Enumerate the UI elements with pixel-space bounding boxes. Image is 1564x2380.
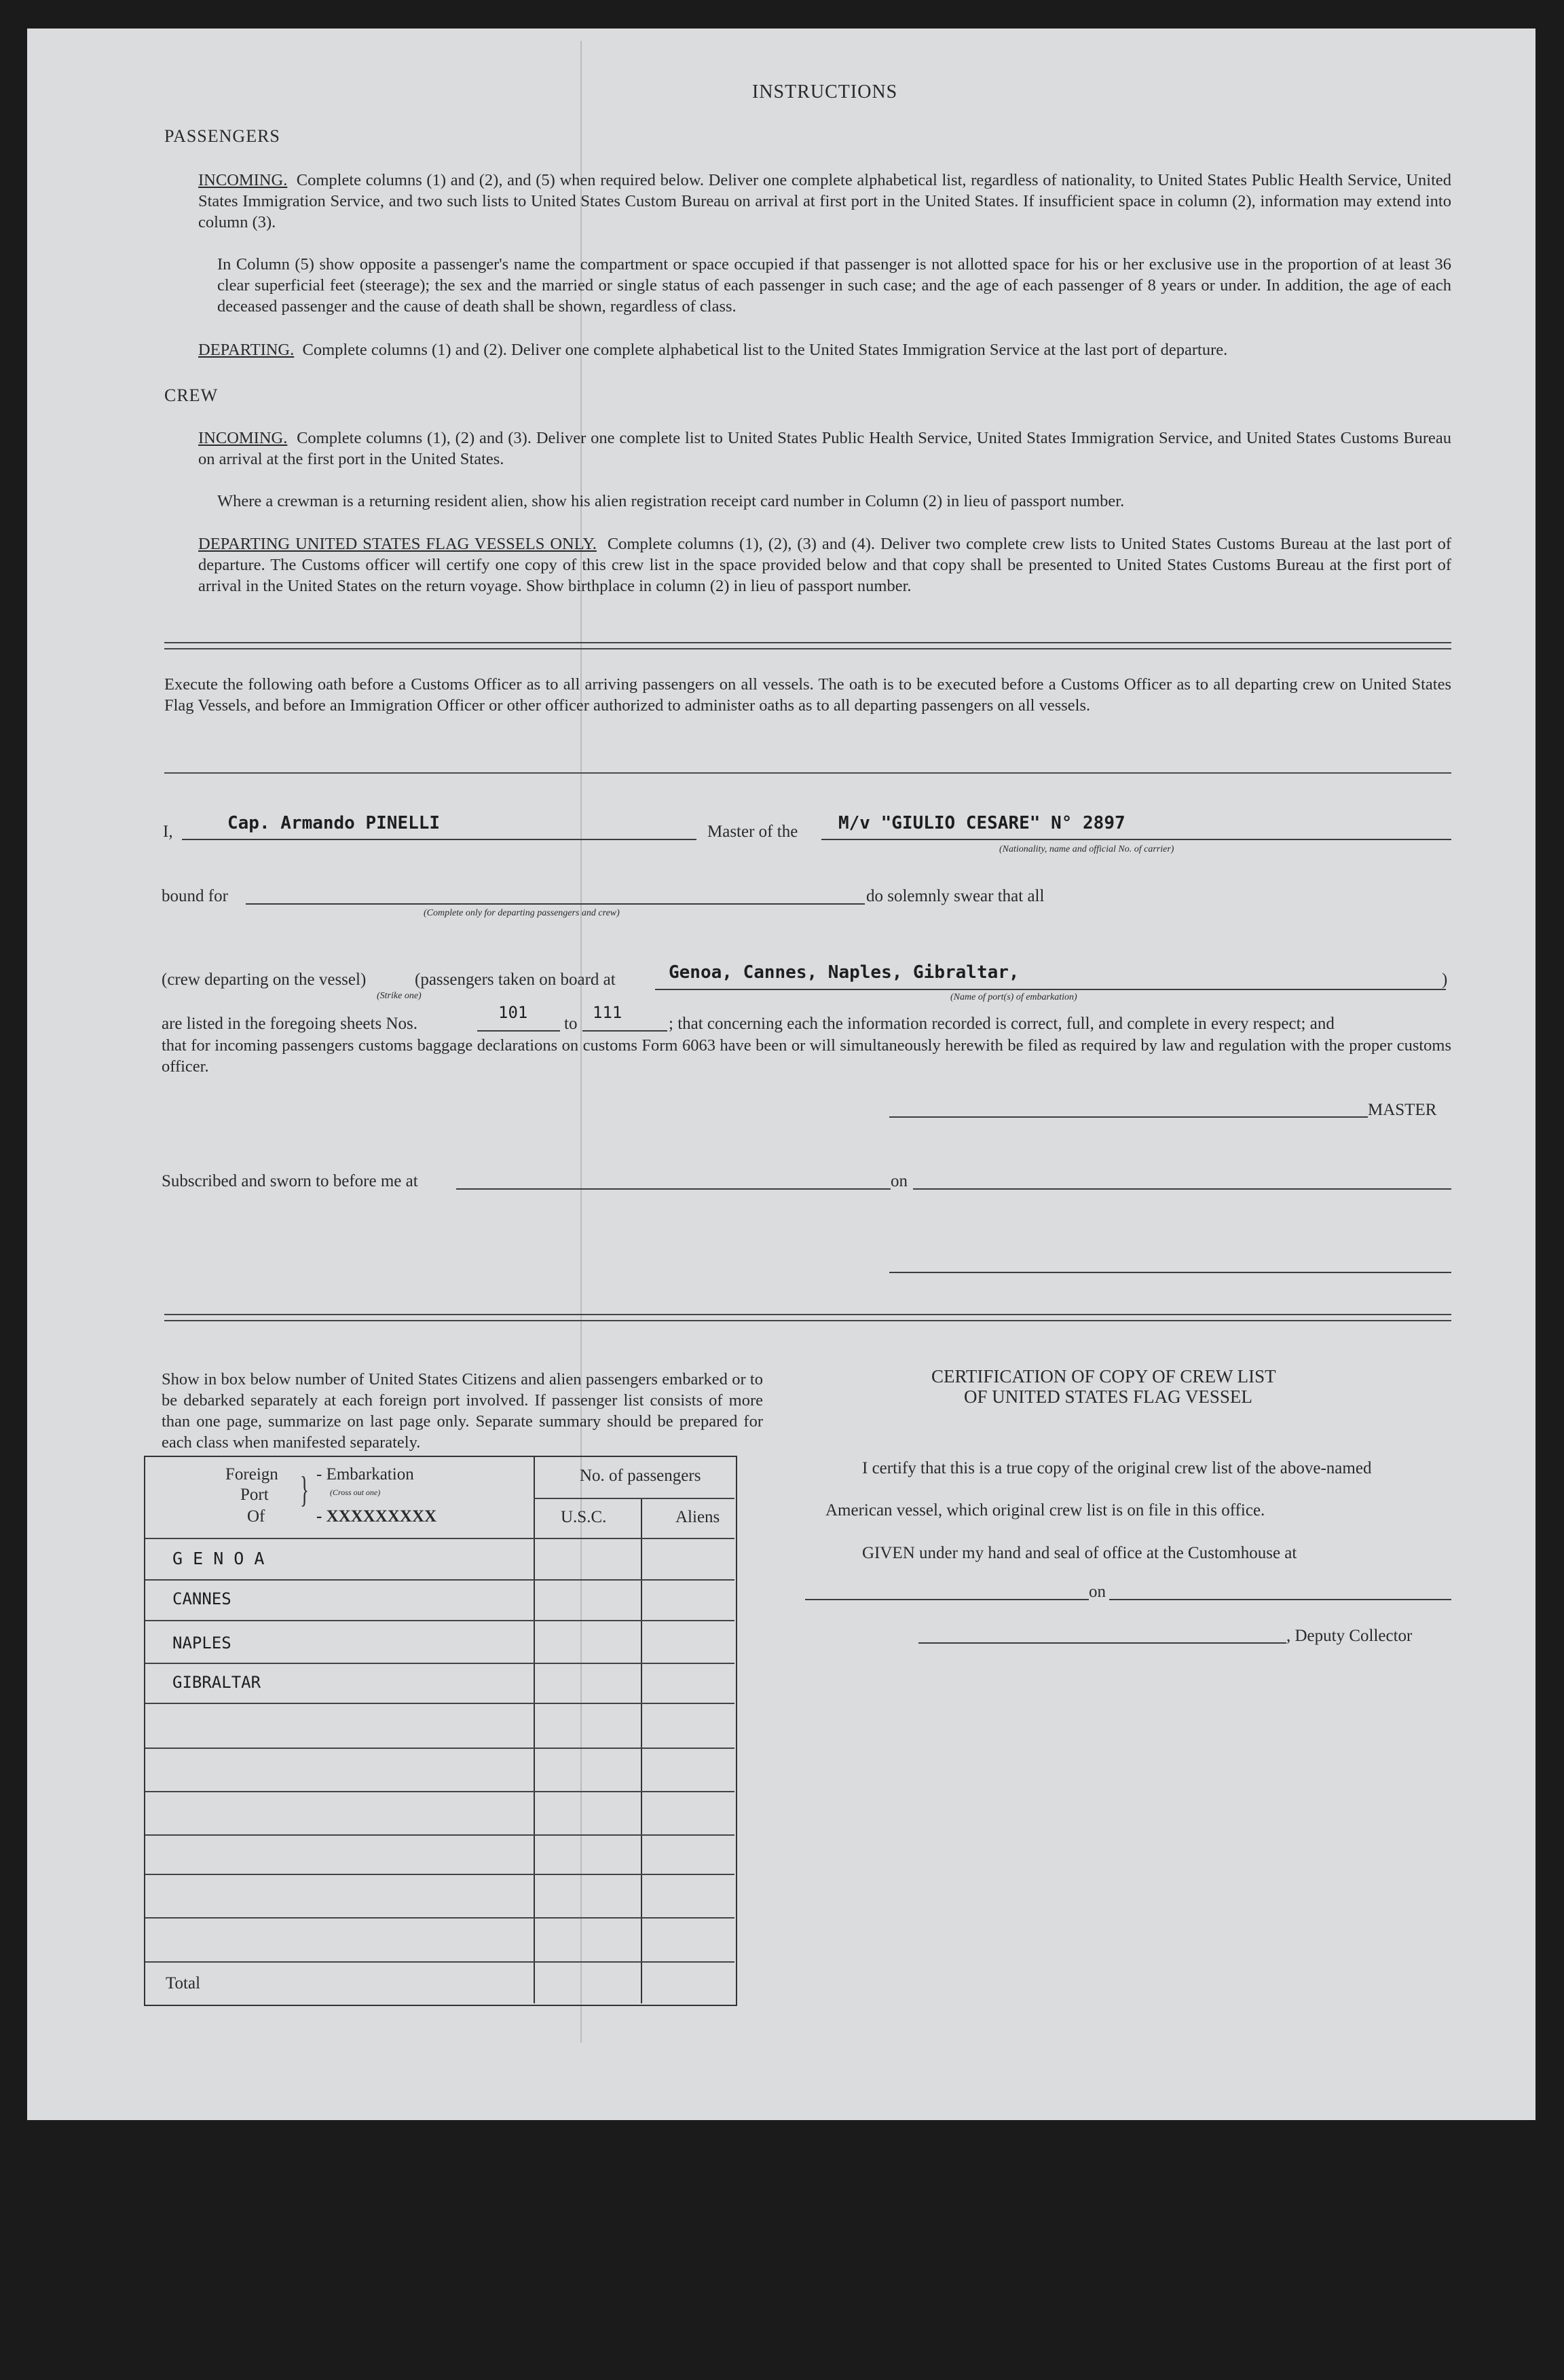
crew-departing-paragraph — [198, 533, 1451, 597]
col-usc: U.S.C. — [561, 1508, 607, 1526]
passengers-taken-option: (passengers taken on board at — [415, 970, 616, 989]
certification-title-2: OF UNITED STATES FLAG VESSEL — [964, 1386, 1252, 1407]
port-row-cannes: CANNES — [172, 1589, 231, 1608]
ports-value[interactable]: Genoa, Cannes, Naples, Gibraltar, — [669, 962, 1020, 983]
port-row-naples: NAPLES — [172, 1633, 231, 1652]
sheet-to-line — [582, 1030, 667, 1032]
master-name-value[interactable]: Cap. Armando PINELLI — [227, 813, 441, 833]
summary-instructions: Show in box below number of United States Citizens and alien passengers embarked or to be debarked separately at each foreign port involved. If passenger list consists of more than one page, summarize on last page only. Separate summary should be prepared for each class when manifested separately. — [162, 1370, 763, 1452]
certify-text-1: I certify that this is a true copy of the original crew list of the above-named — [862, 1459, 1372, 1477]
vessel-value[interactable]: M/v "GIULIO CESARE" N° 2897 — [838, 813, 1125, 833]
given-text: GIVEN under my hand and seal of office at the Customhouse at — [862, 1544, 1297, 1562]
crew-departing-label: DEPARTING UNITED STATES FLAG VESSELS ONLY. — [198, 535, 597, 553]
master-label: MASTER — [1368, 1101, 1437, 1119]
certification-on-label: on — [1089, 1583, 1106, 1601]
passengers-heading: PASSENGERS — [164, 126, 280, 146]
master-name-line — [182, 839, 696, 840]
col-aliens: Aliens — [675, 1508, 720, 1526]
port-row-gibraltar: GIBRALTAR — [172, 1673, 261, 1692]
passengers-incoming-paragraph — [198, 170, 1451, 233]
passengers-column5-paragraph: In Column (5) show opposite a passenger's name the compartment or space occupied if that passenger is not allotted space for his or her exclusive use in the proportion of at least 36 clear superficial feet (steerage); the sex and the married or single status of each passenger in such case; and the age of each passenger of 8 years or under. In addition, the age of each deceased passenger and the cause of death shall be shown, regardless of class. — [217, 255, 1451, 316]
customhouse-line — [805, 1599, 1089, 1600]
deputy-signature-line — [918, 1642, 1286, 1644]
subscribed-text: Subscribed and sworn to before me at — [162, 1172, 418, 1190]
listed-text: are listed in the foregoing sheets Nos. — [162, 1015, 417, 1033]
col-embarkation: - Embarkation — [316, 1465, 414, 1484]
vessel-line — [821, 839, 1451, 840]
listed-continuation: ; that concerning each the information recorded is correct, full, and complete in every respect; and — [669, 1015, 1335, 1033]
sheet-from-value[interactable]: 101 — [498, 1003, 528, 1022]
crew-departing-text: Complete columns (1), (2), (3) and (4). Deliver two complete crew lists to United States Customs Bureau at the last port of departure. The Customs officer will certify one copy of this crew list in the space provided below and that copy shall be presented to United States Customs Bureau at the first port of arrival in the United States on the return voyage. Show birthplace in column (2) in lieu of passport number. — [198, 535, 1451, 595]
bottom-divider — [164, 1314, 1451, 1321]
crew-returning-paragraph: Where a crewman is a returning resident alien, show his alien registration receipt card number in Column (2) in lieu of passport number. — [217, 492, 1125, 510]
master-signature-line — [889, 1116, 1368, 1118]
passengers-incoming-label: INCOMING. — [198, 171, 288, 189]
page-title: INSTRUCTIONS — [752, 81, 898, 102]
col-port: Port — [240, 1486, 269, 1504]
passengers-departing-text: Complete columns (1) and (2). Deliver one complete alphabetical list to the United States Immigration Service at the last port of departure. — [302, 341, 1228, 359]
strike-caption: (Strike one) — [377, 991, 422, 1001]
master-of-label: Master of the — [707, 823, 798, 841]
oath-intro: Execute the following oath before a Customs Officer as to all arriving passengers on all vessels. The oath is to be executed before a Customs Officer as to all departing crew on United States Flag Vessels, and before an Immigration Officer or other officer authorized to administer oaths as to all departing passengers on all vessels. — [164, 675, 1451, 715]
col-number: No. of passengers — [580, 1467, 701, 1485]
subscribed-date-line — [913, 1188, 1451, 1190]
bound-for-line — [246, 903, 865, 905]
baggage-text: that for incoming passengers customs baggage declarations on customs Form 6063 have been or will simultaneously herewith be filed as required by law and regulation with the proper customs officer. — [162, 1036, 1451, 1076]
col-foreign: Foreign — [225, 1465, 278, 1484]
to-label: to — [564, 1015, 578, 1033]
vessel-caption: (Nationality, name and official No. of carrier) — [999, 844, 1174, 854]
total-label: Total — [166, 1974, 201, 1992]
col-of: Of — [247, 1507, 265, 1526]
oath-i-label: I, — [163, 823, 173, 841]
oath-divider — [164, 772, 1451, 774]
crew-incoming-text: Complete columns (1), (2) and (3). Deliver one complete list to United States Public Health Service, United States Immigration Service, and United States Customs Bureau on arrival at the first port in the United States. — [198, 429, 1451, 468]
passenger-summary-table — [144, 1456, 737, 2006]
swear-text: do solemnly swear that all — [866, 887, 1045, 905]
certify-text-2: American vessel, which original crew list is on file in this office. — [825, 1501, 1265, 1519]
sheet-from-line — [477, 1030, 560, 1032]
crew-incoming-label: INCOMING. — [198, 429, 288, 447]
col-debarkation: - XXXXXXXXX — [316, 1507, 437, 1526]
certification-date-line — [1109, 1599, 1451, 1600]
bound-caption: (Complete only for departing passengers and crew) — [424, 908, 620, 918]
deputy-collector-label: , Deputy Collector — [1286, 1627, 1413, 1645]
officer-signature-line — [889, 1272, 1451, 1273]
col-cross-out: (Cross out one) — [330, 1488, 381, 1497]
ports-caption: (Name of port(s) of embarkation) — [950, 992, 1077, 1002]
crew-heading: CREW — [164, 385, 219, 405]
brace: } — [300, 1469, 309, 1510]
sheet-to-value[interactable]: 111 — [593, 1003, 622, 1022]
subscribed-place-line — [456, 1188, 891, 1190]
certification-title-1: CERTIFICATION OF COPY OF CREW LIST — [931, 1366, 1276, 1386]
crew-departing-option: (crew departing on the vessel) — [162, 970, 367, 989]
port-row-genoa: G E N O A — [172, 1549, 265, 1568]
crew-incoming-paragraph — [198, 428, 1451, 470]
subscribed-on-label: on — [891, 1172, 908, 1190]
bound-for-label: bound for — [162, 887, 228, 905]
ports-line — [655, 989, 1446, 990]
passengers-departing-paragraph — [198, 339, 1451, 360]
passengers-incoming-text: Complete columns (1) and (2), and (5) when required below. Deliver one complete alphabetical list, regardless of nationality, to United States Public Health Service, United States Immigration Service, and two such lists to United States Custom Bureau on arrival at first port in the United States. If insufficient space in column (2), information may extend into column (3). — [198, 171, 1452, 231]
passengers-departing-label: DEPARTING. — [198, 341, 295, 359]
section-divider — [164, 642, 1451, 649]
ports-close-paren: ) — [1442, 970, 1448, 989]
